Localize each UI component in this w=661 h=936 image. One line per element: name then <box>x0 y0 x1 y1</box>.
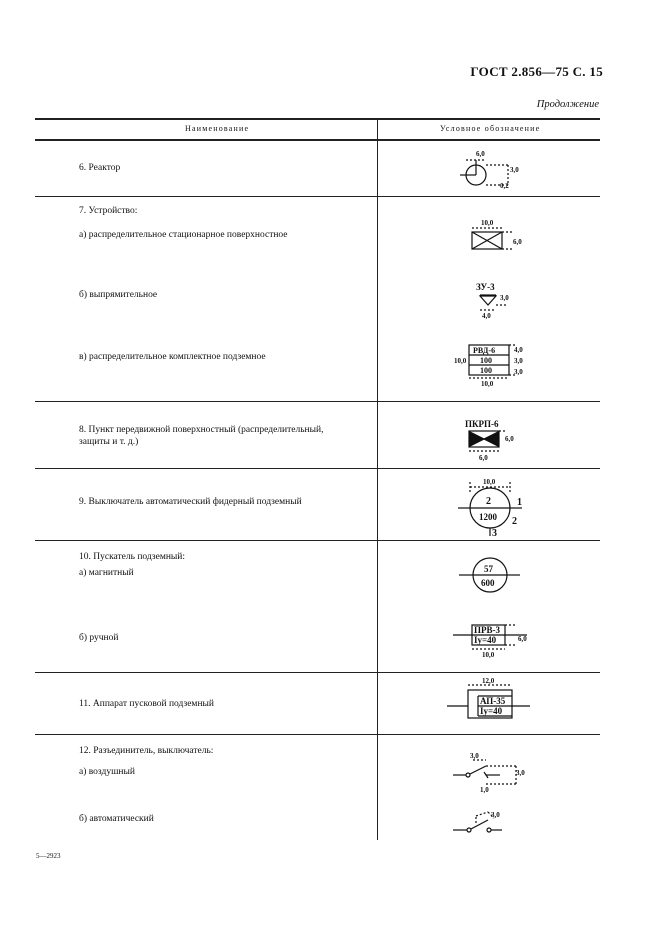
row-8-name-line1: 8. Пункт передвижной поверхностный (распределительный, <box>79 425 324 435</box>
apparatus-iy: Iу=40 <box>480 706 503 716</box>
device-7c-code: РВД-6 <box>473 346 496 355</box>
row-10-name: 10. Пускатель подземный: <box>79 552 186 562</box>
row-10a-name: а) магнитный <box>79 568 134 578</box>
row-6-name: 6. Реактор <box>79 163 121 173</box>
breaker-n1: 1 <box>517 497 522 508</box>
rectifier-height: 3,0 <box>500 294 509 302</box>
device-7c-value1: 100 <box>480 356 492 365</box>
point-8-width: 6,0 <box>479 454 488 462</box>
breaker-n2: 2 <box>512 516 517 527</box>
distribution-device-surface-symbol <box>472 219 522 249</box>
page-title: ГОСТ 2.856—75 С. 15 <box>470 64 603 79</box>
starter-10a-value2: 600 <box>481 578 495 588</box>
starting-apparatus-symbol <box>447 677 530 718</box>
switch-label-a: 3,0 <box>491 811 500 819</box>
reactor-label-b: 3,0 <box>510 166 519 174</box>
starter-10b-height: 6,0 <box>518 635 527 643</box>
device-7c-value2: 100 <box>480 366 492 375</box>
air-disconnector-symbol <box>453 752 525 794</box>
row-7c-name: в) распределительное комплектное подземное <box>79 352 266 362</box>
breaker-top: 10,0 <box>483 478 496 486</box>
mobile-point-symbol <box>465 419 514 462</box>
device-7c-h2: 3,0 <box>514 357 523 365</box>
rectifier-symbol <box>476 282 509 320</box>
device-7a-height: 6,0 <box>513 238 522 246</box>
breaker-n3: 3 <box>492 528 497 539</box>
column-header-symbol: Условное обозначение <box>440 124 541 133</box>
continuation-label: Продолжение <box>536 99 599 110</box>
starter-10b-iy: Iу=40 <box>474 635 497 645</box>
magnetic-starter-symbol <box>459 558 520 592</box>
row-7b-name: б) выпрямительное <box>79 290 158 300</box>
device-7c-bottom: 10,0 <box>481 380 494 388</box>
complete-distribution-device-symbol <box>454 345 523 388</box>
row-9-name: 9. Выключатель автоматический фидерный подземный <box>79 497 302 507</box>
device-7c-left: 10,0 <box>454 357 467 365</box>
rectifier-code: ЗУ-3 <box>476 282 495 292</box>
row-12-name: 12. Разъединитель, выключатель: <box>79 746 214 756</box>
starter-10a-value1: 57 <box>484 564 493 574</box>
breaker-value1: 2 <box>486 496 491 507</box>
disconnector-label-a: 3,0 <box>470 752 479 760</box>
row-7-name: 7. Устройство: <box>79 206 138 216</box>
starter-10b-width: 10,0 <box>482 651 495 659</box>
row-12a-name: а) воздушный <box>79 767 135 777</box>
point-8-code: ПКРП-6 <box>465 419 499 429</box>
row-8-name-line2: защиты и т. д.) <box>79 437 139 447</box>
device-7c-h1: 4,0 <box>514 346 523 354</box>
row-7a-name: а) распределительное стационарное поверхностное <box>79 230 288 240</box>
automatic-switch-symbol <box>453 811 502 832</box>
row-12b-name: б) автоматический <box>79 814 154 824</box>
row-11-name: 11. Аппарат пусковой подземный <box>79 699 214 709</box>
breaker-value2: 1200 <box>479 512 497 522</box>
reactor-symbol <box>460 150 519 190</box>
feeder-breaker-symbol <box>458 478 522 539</box>
reactor-label-c: 0,2 <box>500 182 509 190</box>
disconnector-label-b: 3,0 <box>516 769 525 777</box>
row-10b-name: б) ручной <box>79 633 119 643</box>
column-header-name: Наименование <box>185 124 250 133</box>
device-7a-width: 10,0 <box>481 219 494 227</box>
footer-code: 5—2923 <box>36 852 61 860</box>
disconnector-label-c: 1,0 <box>480 786 489 794</box>
rectifier-width: 4,0 <box>482 312 491 320</box>
apparatus-code: АП-35 <box>480 696 506 706</box>
reactor-label-a: 6,0 <box>476 150 485 158</box>
manual-starter-symbol <box>453 625 527 659</box>
apparatus-width: 12,0 <box>482 677 495 685</box>
starter-10b-code: ПРВ-3 <box>474 625 500 635</box>
device-7c-h3: 3,0 <box>514 368 523 376</box>
point-8-height: 6,0 <box>505 435 514 443</box>
